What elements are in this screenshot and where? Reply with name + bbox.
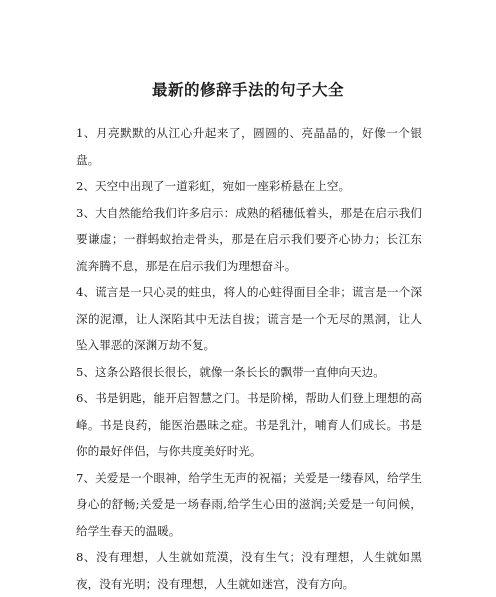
list-item: 3、大自然能给我们许多启示：成熟的稻穗低着头，那是在启示我们要谦虚；一群蚂蚁抬走骨头，那是在启示我们要齐心协力；长江东流奔腾不息，那是在启示我们为理想奋斗。 (76, 205, 422, 273)
list-item: 1、月亮默默的从江心升起来了，圆圆的、亮晶晶的，好像一个银盘。 (76, 126, 422, 167)
list-item: 7、关爱是一个眼神，给学生无声的祝福；关爱是一缕春风，给学生身心的舒畅;关爱是一场春雨,给学生心田的滋润;关爱是一句问候，给学生春天的温暖。 (76, 470, 422, 538)
list-item: 8、没有理想，人生就如荒漠，没有生气；没有理想，人生就如黑夜，没有光明；没有理想，人生就如迷宫，没有方向。 (76, 550, 422, 591)
list-item: 5、这条公路很长很长，就像一条长长的飘带一直伸向天边。 (76, 364, 385, 379)
document-title: 最新的修辞手法的句子大全 (151, 81, 344, 99)
document-body (76, 120, 422, 597)
list-item: 4、谎言是一只心灵的蛀虫，将人的心蛀得面目全非；谎言是一个深深的泥潭，让人深陷其中无法自拔；谎言是一个无尽的黑洞，让人坠入罪恶的深渊万劫不复。 (76, 285, 422, 352)
list-item: 6、书是钥匙，能开启智慧之门。书是阶梯，帮助人们登上理想的高峰。书是良药，能医治愚昧之症。书是乳汁，哺育人们成长。书是你的最好伴侣，与你共度美好时光。 (76, 391, 422, 458)
list-item: 2、天空中出现了一道彩虹，宛如一座彩桥悬在上空。 (76, 179, 351, 193)
